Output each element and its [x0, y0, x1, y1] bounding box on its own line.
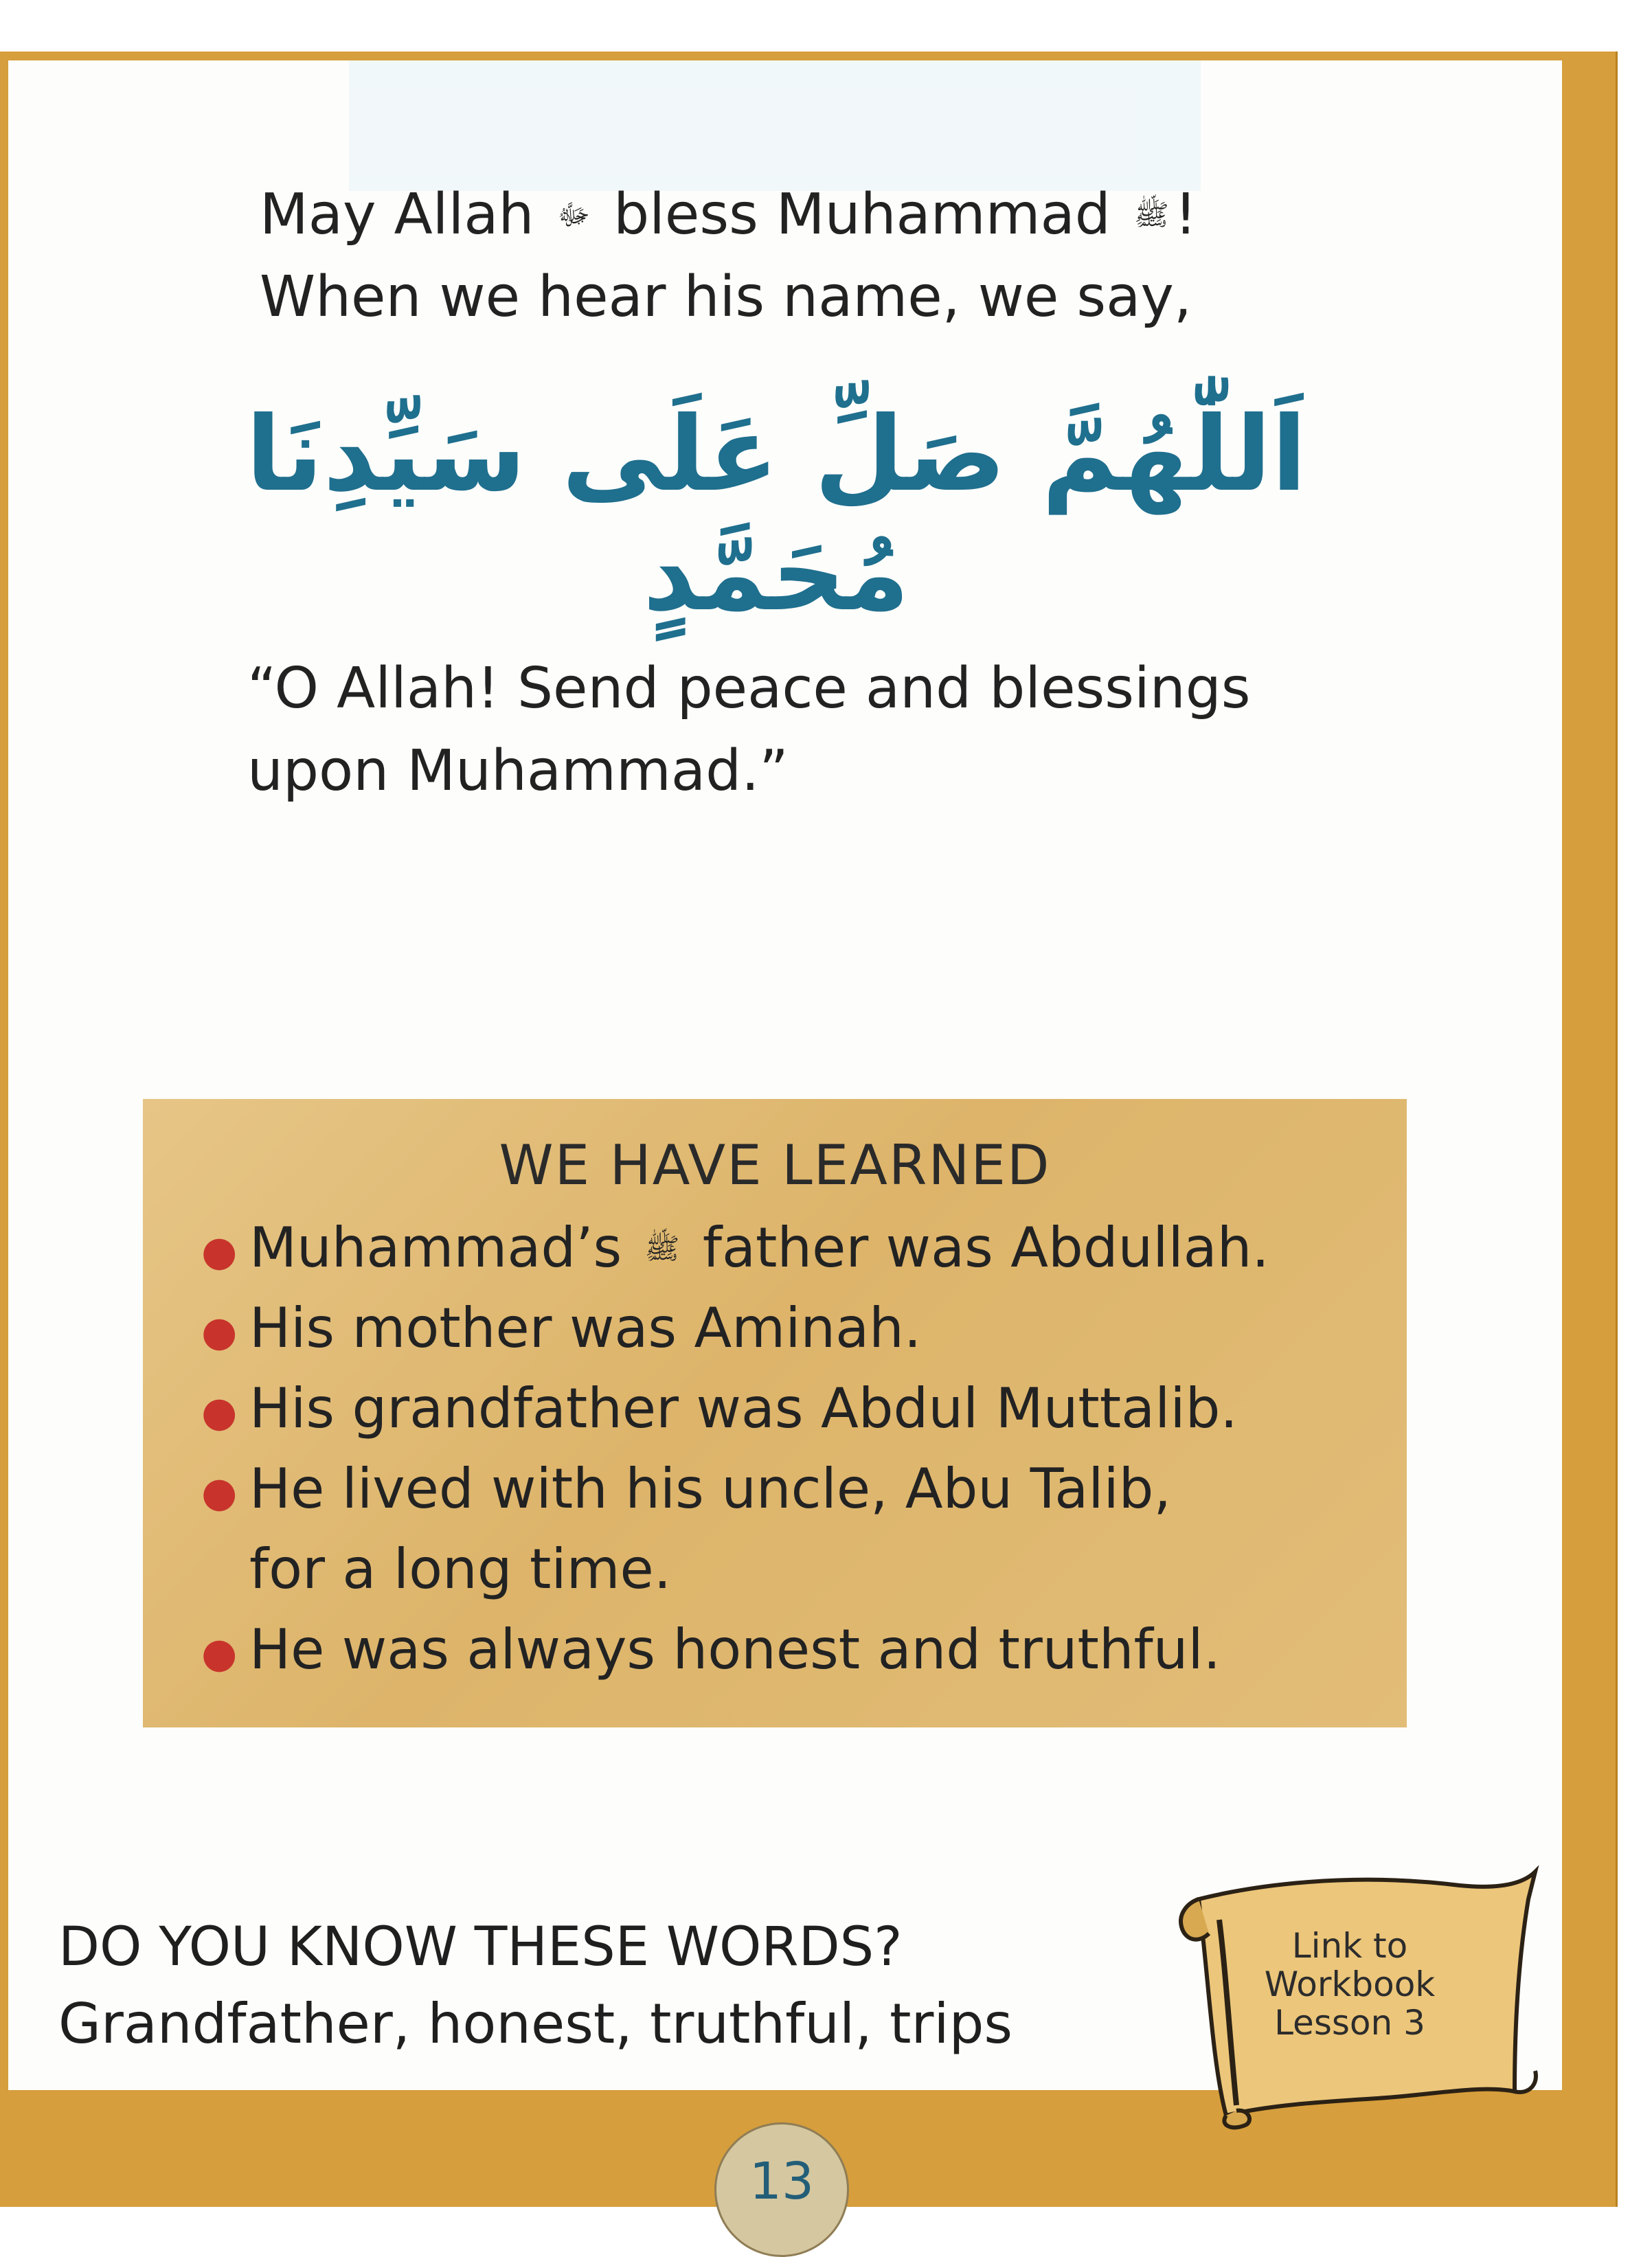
list-item [201, 1296, 921, 1360]
intro-text: May Allah [260, 182, 534, 247]
learned-title: WE HAVE LEARNED [499, 1133, 1051, 1197]
list-item [201, 1216, 1269, 1280]
intro-line-1 [260, 182, 1197, 247]
bullet-icon: ● [201, 1308, 238, 1357]
list-item-text: He was always honest and truthful. [249, 1618, 1221, 1681]
list-item-text: His grandfather was Abdul Muttalib. [249, 1376, 1238, 1440]
show-through-band [349, 60, 1201, 191]
intro-line-2: When we hear his name, we say, [260, 264, 1192, 330]
list-item-text: father was Abdullah. [702, 1216, 1269, 1280]
honorific-prophet-icon: ﷺ [1133, 198, 1169, 232]
page-number: 13 [749, 2152, 815, 2211]
list-item-text: Muhammad’s [249, 1216, 622, 1280]
honorific-allah-icon: ﷻ [557, 198, 590, 232]
list-item [201, 1618, 1221, 1681]
list-item-continuation: for a long time. [249, 1537, 672, 1601]
bullet-icon: ● [201, 1227, 238, 1276]
workbook-link-line: Lesson 3 [1274, 2003, 1425, 2043]
vocabulary-words: Grandfather, honest, truthful, trips [58, 1992, 1013, 2056]
list-item [201, 1376, 1238, 1440]
list-item [201, 1457, 1171, 1521]
page-number-badge [714, 2122, 849, 2257]
arabic-prayer: اَللّٰهُمَّ صَلِّ عَلَى سَيِّدِنَا مُحَمَّدٍ [245, 395, 1307, 634]
intro-text: ! [1174, 182, 1197, 247]
workbook-link[interactable] [1247, 1927, 1453, 2042]
vocabulary-title: DO YOU KNOW THESE WORDS? [58, 1916, 903, 1978]
honorific-prophet-icon: ﷺ [644, 1231, 680, 1265]
list-item-text: He lived with his uncle, Abu Talib, [249, 1457, 1171, 1521]
translation-line-2: upon Muhammad.” [247, 738, 789, 804]
we-have-learned-box [143, 1099, 1407, 1727]
list-item-text: His mother was Aminah. [249, 1296, 922, 1360]
translation-line-1: “O Allah! Send peace and blessings [247, 656, 1251, 721]
bullet-icon: ● [201, 1388, 238, 1437]
page-area [8, 60, 1562, 2090]
bullet-icon: ● [201, 1468, 238, 1517]
workbook-link-line: Link to [1291, 1926, 1408, 1966]
intro-text: bless Muhammad [613, 182, 1111, 247]
bullet-icon: ● [201, 1629, 238, 1678]
workbook-link-line: Workbook [1264, 1964, 1436, 2004]
